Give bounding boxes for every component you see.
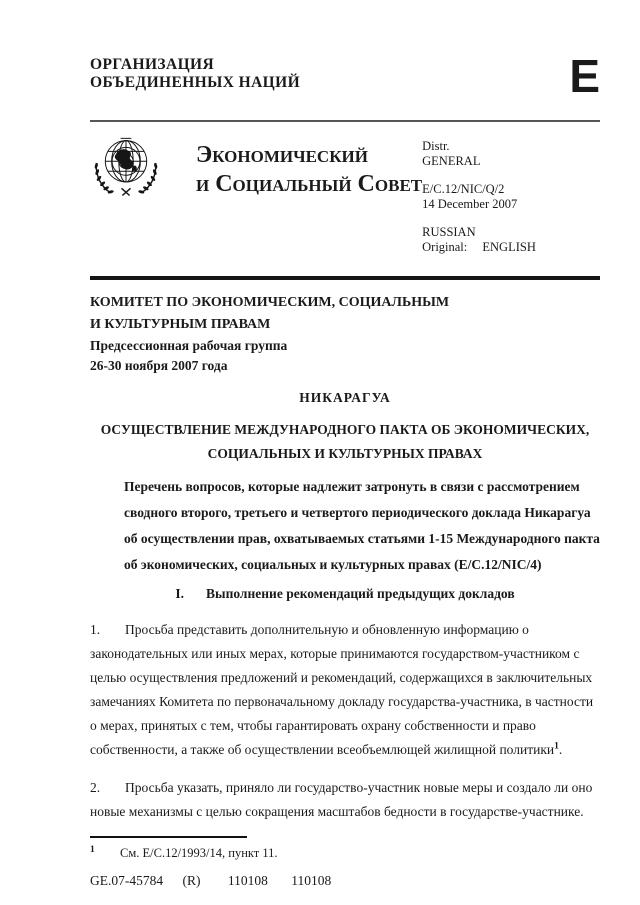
language-block bbox=[422, 225, 600, 255]
section-title: Выполнение рекомендаций предыдущих докладов bbox=[206, 586, 515, 601]
masthead-divider bbox=[90, 276, 600, 280]
org-name-line1: ОРГАНИЗАЦИЯ bbox=[90, 56, 215, 73]
paragraph-1-text: Просьба представить дополнительную и обновленную информацию о законодательных или иных мерах, которые принимаются государством-участником с целью осуществления предложений и рекомендаций, содержащихся в заключительных замечаниях Комитета по первоначальному докладу государства-участника, в частности о мерах, принятых с тем, чтобы гарантировать охрану собственности и право собственности, а также об осуществлении всеобъемлющей жилищной политики bbox=[90, 622, 594, 757]
document-date: 14 December 2007 bbox=[422, 197, 518, 211]
paragraph-1-number: 1. bbox=[90, 622, 101, 637]
footnote-text: См. E/C.12/1993/14, пункт 11. bbox=[120, 846, 278, 860]
original-language: ENGLISH bbox=[482, 240, 536, 254]
footer-date2: 110108 bbox=[291, 873, 332, 888]
paragraph-2-number: 2. bbox=[90, 780, 101, 795]
un-organization-name bbox=[90, 56, 300, 92]
org-name-line2: ОБЪЕДИНЕННЫХ НАЦИЙ bbox=[90, 74, 301, 91]
header-divider bbox=[90, 120, 600, 122]
distr-label: Distr. bbox=[422, 139, 450, 153]
document-series-letter: E bbox=[569, 50, 600, 102]
page-header bbox=[90, 50, 600, 102]
paragraph-2 bbox=[90, 776, 600, 824]
section-number: I. bbox=[175, 586, 185, 601]
council-name bbox=[196, 141, 422, 268]
document-language: RUSSIAN bbox=[422, 225, 476, 239]
footnote-separator bbox=[90, 836, 247, 838]
original-label: Original: bbox=[422, 240, 468, 254]
committee-name-line2: И КУЛЬТУРНЫМ ПРАВАМ bbox=[90, 317, 271, 332]
masthead bbox=[90, 135, 600, 268]
distribution-type bbox=[422, 139, 600, 169]
list-of-issues-summary: Перечень вопросов, которые надлежит затронуть в связи с рассмотрением сводного второго, третьего и четвертого периодического доклада Никарагуа об осуществлении прав, охватываемых статьями 1-15 Международного пакта об экономических, социальных и культурных правах (E/C.12/NIC/4) bbox=[124, 479, 600, 572]
footnote: 1 См. E/C.12/1993/14, пункт 11. bbox=[90, 844, 278, 860]
distr-type: GENERAL bbox=[422, 154, 481, 168]
document-symbol-block bbox=[422, 182, 600, 212]
footnote-reference: 1 bbox=[554, 741, 559, 752]
document-symbol: E/C.12/NIC/Q/2 bbox=[422, 182, 505, 196]
un-emblem-icon bbox=[90, 135, 164, 268]
paragraph-2-text: Просьба указать, приняло ли государство-участник новые меры и создало ли оно новые механизмы с целью сокращения масштабов бедности в государстве-участнике. bbox=[90, 780, 593, 819]
country-name: НИКАРАГУА bbox=[299, 390, 391, 405]
working-group: Предсессионная рабочая группа bbox=[90, 338, 288, 353]
council-name-line1: Экономический bbox=[196, 142, 368, 168]
council-name-line2: и Социальный Совет bbox=[196, 171, 423, 197]
section-heading bbox=[90, 584, 600, 604]
document-title: ОСУЩЕСТВЛЕНИЕ МЕЖДУНАРОДНОГО ПАКТА ОБ ЭКОНОМИЧЕСКИХ, СОЦИАЛЬНЫХ И КУЛЬТУРНЫХ ПРАВАХ bbox=[100, 422, 590, 461]
document-footer bbox=[90, 873, 600, 889]
footer-date1: 110108 bbox=[227, 873, 268, 888]
committee-block bbox=[90, 292, 600, 376]
paragraph-1 bbox=[90, 618, 600, 762]
session-dates: 26-30 ноября 2007 года bbox=[90, 358, 228, 373]
ge-document-number: GE.07-45784 bbox=[90, 873, 164, 888]
footer-language-code: (R) bbox=[182, 873, 201, 888]
committee-name-line1: КОМИТЕТ ПО ЭКОНОМИЧЕСКИМ, СОЦИАЛЬНЫМ bbox=[90, 295, 450, 310]
paragraph-1-tail: . bbox=[558, 742, 563, 757]
distribution-block bbox=[422, 139, 600, 268]
original-language-line bbox=[422, 240, 600, 255]
